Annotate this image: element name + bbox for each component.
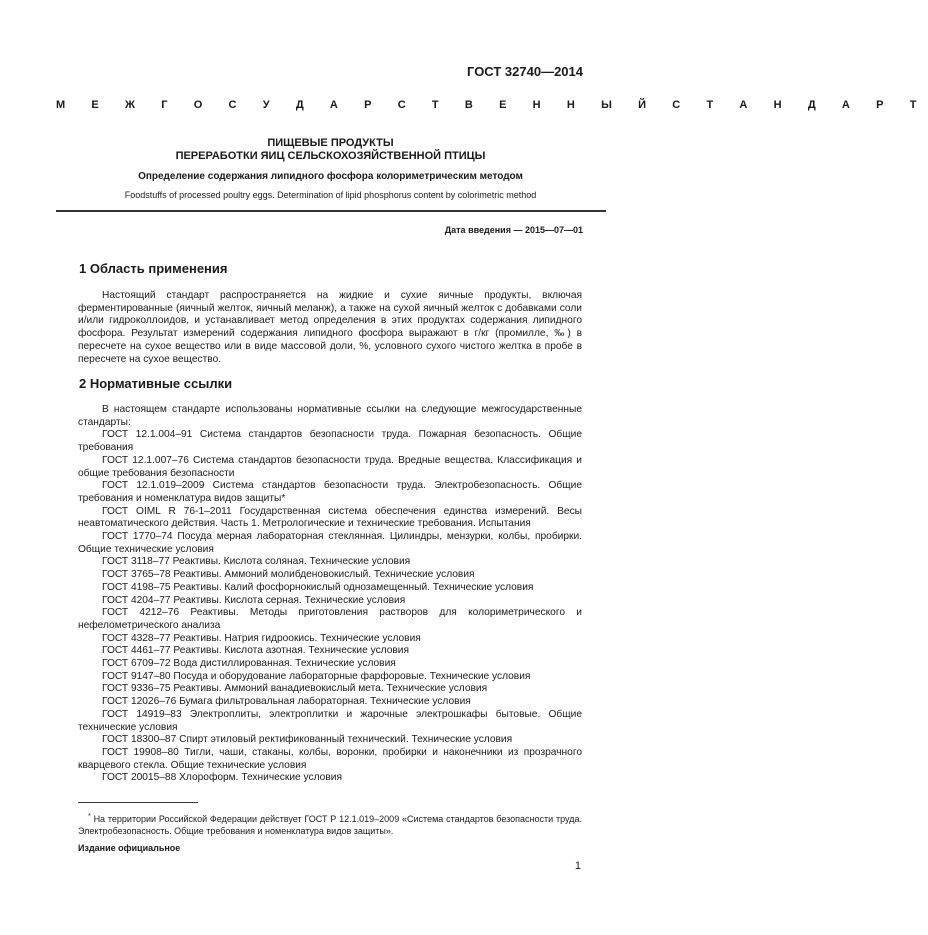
reference-item: ГОСТ 4204–77 Реактивы. Кислота серная. Технические условия — [102, 594, 406, 606]
reference-item: ГОСТ 14919–83 Электроплиты, электроплитки и жарочные электрошкафы бытовые. Общие технические условия — [78, 708, 582, 733]
reference-item: ГОСТ 12.1.004–91 Система стандартов безопасности труда. Пожарная безопасность. Общие требования — [78, 429, 582, 454]
standard-number: ГОСТ 32740—2014 — [467, 64, 583, 79]
reference-item: ГОСТ 12.1.019–2009 Система стандартов безопасности труда. Электробезопасность. Общие требования и номенклатура видов защиты* — [78, 480, 582, 504]
reference-item: ГОСТ 4212–76 Реактивы. Методы приготовления растворов для колориметрического и нефелометрического анализа — [78, 607, 582, 631]
reference-item: ГОСТ 4328–77 Реактивы. Натрия гидроокись. Технические условия — [102, 632, 421, 644]
footnote-divider — [78, 802, 198, 803]
reference-item: ГОСТ 4461–77 Реактивы. Кислота азотная. Технические условия — [102, 645, 410, 657]
official-edition-label: Издание официальное — [78, 843, 181, 853]
references-intro: В настоящем стандарте использованы нормативные ссылки на следующие межгосударственные стандарты: — [78, 404, 582, 428]
reference-item: ГОСТ 9336–75 Реактивы. Аммоний ванадиевокислый мета. Технические условия — [102, 683, 488, 695]
introduction-date: Дата введения — 2015—07—01 — [444, 225, 583, 235]
title-subtitle-english: Foodstuffs of processed poultry eggs. Determination of lipid phosphorus content by colorimetric method — [124, 190, 537, 200]
reference-item: ГОСТ OIML R 76-1–2011 Государственная система обеспечения единства измерений. Весы неавтоматического действия. Часть 1. Метрологические и технические требования. Испытания — [78, 505, 582, 530]
title-subtitle: Определение содержания липидного фосфора колориметрическим методом — [138, 171, 523, 182]
page-number: 1 — [574, 860, 581, 872]
title-line-1: ПИЩЕВЫЕ ПРОДУКТЫ — [267, 137, 394, 149]
normative-references — [78, 404, 582, 785]
footnote-marker: * — [88, 813, 91, 820]
reference-item: ГОСТ 6709–72 Вода дистиллированная. Технические условия — [102, 658, 396, 670]
reference-item: ГОСТ 3118–77 Реактивы. Кислота соляная. Технические условия — [102, 556, 411, 568]
reference-item: ГОСТ 19908–80 Тигли, чаши, стаканы, колбы, воронки, пробирки и наконечники из прозрачного кварцевого стекла. Общие технические условия — [78, 746, 582, 771]
reference-item: ГОСТ 4198–75 Реактивы. Калий фосфорнокислый однозамещенный. Технические условия — [102, 581, 534, 593]
reference-item: ГОСТ 18300–87 Спирт этиловый ректификованный технический. Технические условия — [102, 734, 513, 746]
section-2-heading: 2 Нормативные ссылки — [79, 376, 233, 391]
section-1-heading: 1 Область применения — [79, 261, 228, 276]
interstate-standard-label: М Е Ж Г О С У Д А Р С Т В Е Н Н Ы Й С Т А Н Д А Р Т — [56, 99, 928, 111]
title-block — [60, 137, 601, 200]
section-1-text: Настоящий стандарт распространяется на жидкие и сухие яичные продукты, включая ферментированные (яичный желток, яичный меланж), а также на сухой яичный желток с добавками соли и/или гидроколлоидов, и устанавливает метод определения в этих продуктах содержания липидного фосфора. Результат измерений содержания липидного фосфора выражают в г/кг (промилле, ‰) в пересчете на сухое вещество или в виде массовой доли, %, условного сухого чистого желтка в пробе в пересчете на сухое вещество. — [78, 290, 582, 365]
reference-item: ГОСТ 20015–88 Хлороформ. Технические условия — [102, 772, 342, 784]
footnote-text: На территории Российской Федерации действует ГОСТ Р 12.1.019–2009 «Система стандартов безопасности труда. Электробезопасность. Общие требования и номенклатура видов защиты». — [78, 814, 582, 836]
reference-item: ГОСТ 3765–78 Реактивы. Аммоний молибденовокислый. Технические условия — [102, 569, 475, 581]
title-divider — [56, 210, 606, 212]
reference-item: ГОСТ 12026–76 Бумага фильтровальная лабораторная. Технические условия — [102, 696, 471, 708]
reference-item: ГОСТ 9147–80 Посуда и оборудование лабораторные фарфоровые. Технические условия — [102, 670, 531, 682]
footnote — [78, 811, 582, 837]
title-line-2: ПЕРЕРАБОТКИ ЯИЦ СЕЛЬСКОХОЗЯЙСТВЕННОЙ ПТИЦЫ — [175, 150, 486, 162]
reference-item: ГОСТ 12.1.007–76 Система стандартов безопасности труда. Вредные вещества. Классификация и общие требования безопасности — [78, 454, 582, 479]
reference-item: ГОСТ 1770–74 Посуда мерная лабораторная стеклянная. Цилиндры, мензурки, колбы, пробирки. Общие технические условия — [78, 531, 582, 555]
